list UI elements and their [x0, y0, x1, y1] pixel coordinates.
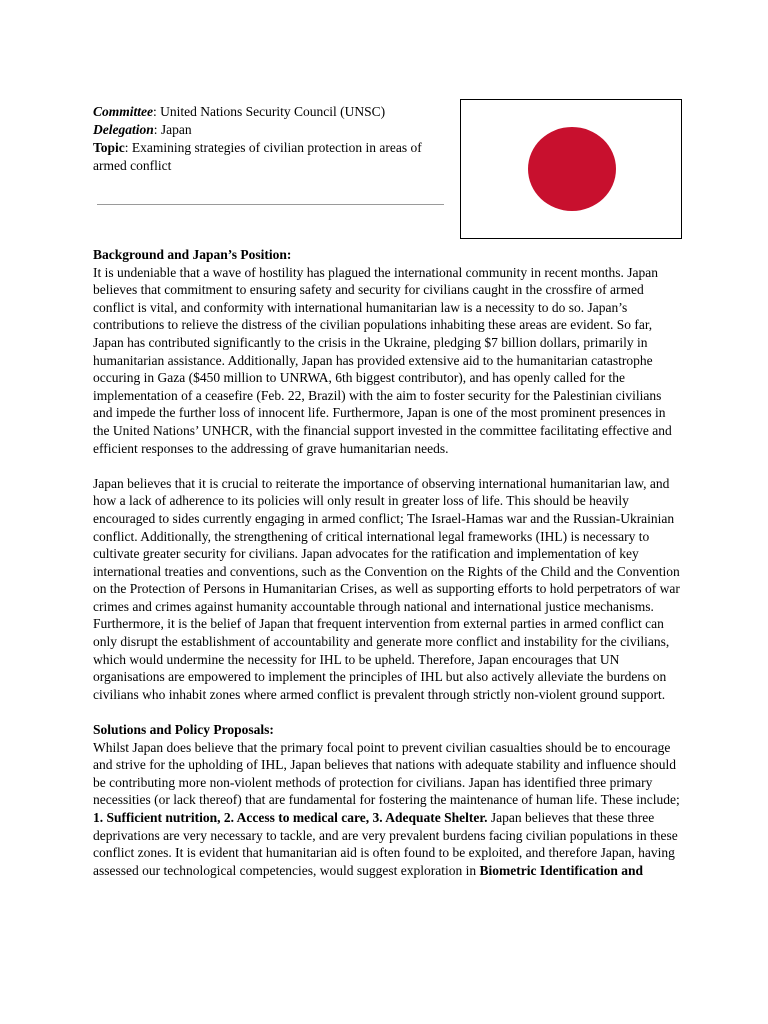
topic-line — [93, 139, 453, 175]
solutions-paragraph-1 — [93, 739, 683, 880]
solutions-biometric-phrase: Biometric Identification and — [479, 862, 644, 878]
delegation-label: Delegation — [93, 122, 154, 137]
delegation-line — [93, 121, 453, 139]
paragraph-spacer — [93, 703, 683, 721]
solutions-text-a: Whilst Japan does believe that the primary focal point to prevent civilian casualties should be to encourage and strive for the upholding of IHL, Japan believes that nations with adequate stability and influence should be contributing more non-violent methods of protection for civilians. Japan has identified three primary necessities (or lack thereof) that are fundamental for fostering the maintenance of human life. These include; — [93, 739, 680, 808]
topic-label: Topic — [93, 140, 125, 155]
background-heading: Background and Japan’s Position: — [93, 247, 292, 262]
committee-label: Committee — [93, 104, 153, 119]
background-paragraph-2: Japan believes that it is crucial to reiterate the importance of observing international humanitarian law, and how a lack of adherence to its policies will only result in greater loss of life. This should be heavily encouraged to sides currently engaging in armed conflict; The Israel-Hamas war and the Russian-Ukrainian conflict. Additionally, the strengthening of critical international legal frameworks (IHL) is necessary to cultivate greater security for civilians. Japan advocates for the ratification and implementation of key international treaties and conventions, such as the Convention on the Rights of the Child and the Convention on the Protection of Persons in Humanitarian Crises, as well as supporting efforts to hold perpetrators of war crimes and crimes against humanity accountable through national and international justice mechanisms. Furthermore, it is the belief of Japan that frequent intervention from external parties in armed conflict can only disrupt the establishment of accountability and generate more conflict and instability for the civilians, which would undermine the necessity for IHL to be upheld. Therefore, Japan encourages that UN organisations are empowered to implement the principles of IHL but also actively alleviate the burdens on civilians who inhabit zones where armed conflict is prevalent through strictly non-violent ground support. — [93, 475, 680, 702]
solutions-text-b: Japan believes that these three deprivations are very necessary to tackle, and are very prevalent burdens facing civilian populations in these conflict zones. It is evident that humanitarian aid is often found to be exploited, and therefore Japan, having assessed our technological competencies, would suggest exploration in — [93, 810, 678, 878]
header-divider — [97, 204, 444, 205]
solutions-necessities-list: 1. Sufficient nutrition, 2. Access to medical care, 3. Adequate Shelter. — [93, 810, 488, 825]
flag-red-disc — [528, 127, 616, 211]
document-body — [93, 246, 683, 879]
background-paragraph-1: It is undeniable that a wave of hostility has plagued the international community in recent months. Japan believes that commitment to ensuring safety and security for civilians caught in the crossfire of armed conflict is vital, and conformity with international humanitarian law is a necessity to do so. Japan’s contributions to relieve the distress of the civilian populations inhabiting these areas are evident. So far, Japan has contributed significantly to the crisis in the Ukraine, pledging $7 billion dollars, primarily in humanitarian assistance. Additionally, Japan has provided extensive aid to the humanitarian catastrophe occuring in Gaza ($450 million to UNRWA, 6th biggest contributor), and has openly called for the implementation of a ceasefire (Feb. 22, Brazil) with the aim to foster security for the Palestinian civilians and impede the further loss of innocent life. Furthermore, Japan is one of the most prominent presences in the United Nations’ UNHCR, with the financial support invested in the committee facilitating effective and efficient responses to the addressing of grave humanitarian needs. — [93, 264, 672, 456]
solutions-heading: Solutions and Policy Proposals: — [93, 722, 274, 738]
committee-line — [93, 103, 453, 121]
japan-flag-image — [460, 99, 682, 239]
committee-value: : United Nations Security Council (UNSC) — [153, 104, 386, 119]
document-header — [93, 103, 453, 175]
topic-value: : Examining strategies of civilian protection in areas of armed conflict — [93, 140, 422, 173]
paragraph-spacer — [93, 457, 683, 475]
delegation-value: : Japan — [153, 122, 192, 137]
